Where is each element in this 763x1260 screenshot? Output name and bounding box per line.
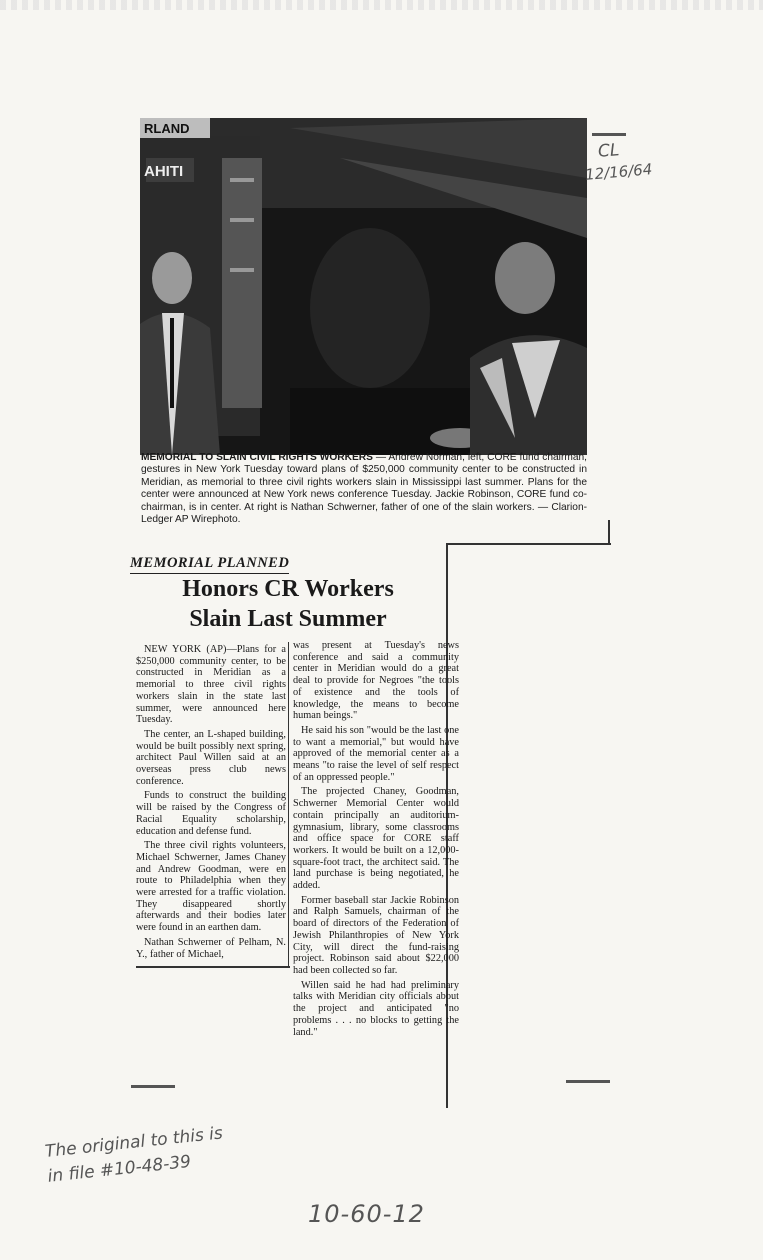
paragraph: Funds to construct the building will be raised by the Congress of Racial Equality scholarship, education and defense fund. xyxy=(136,790,286,837)
scan-edge-noise xyxy=(0,0,763,10)
paragraph: NEW YORK (AP)—Plans for a $250,000 community center, to be constructed in Meridian as a memorial to three civil rights workers slain in the state last summer, were announced here Tuesday. xyxy=(136,644,286,726)
article-column-2 xyxy=(293,640,459,1041)
paragraph: The projected Chaney, Goodman, Schwerner Memorial Center would contain principally an auditorium-gymnasium, library, some classrooms and office space for CORE staff workers. It would be built on a 12,000-square-foot tract, the architect said. The land purchase is being negotiated, he added. xyxy=(293,786,459,892)
paragraph: was present at Tuesday's news conference and said a community center in Meridian would do a great deal to provide for Negroes "the tools of existence and the tools of knowledge, the means to become human beings." xyxy=(293,640,459,722)
photo-illustration xyxy=(140,118,587,455)
handwritten-clip-mark: CL xyxy=(597,140,621,162)
photo-sign-text: RLAND xyxy=(144,121,190,136)
paragraph: The center, an L-shaped building, would be built possibly next spring, architect Paul Willen said at an overseas press club news conference. xyxy=(136,728,286,787)
caption-rule xyxy=(608,520,610,544)
handwritten-file-number: 10-60-12 xyxy=(308,1200,425,1228)
column-divider xyxy=(288,642,289,967)
photo-sign-text-2: AHITI xyxy=(144,163,184,180)
photo-caption xyxy=(141,452,587,526)
scan-mark xyxy=(131,1085,175,1088)
paragraph: Willen said he had had preliminary talks with Meridian city officials about the project and anticipated "no problems . . . no blocks to getting the land." xyxy=(293,979,459,1038)
caption-rule xyxy=(446,543,611,545)
paragraph: He said his son "would be the last one to want a memorial," but would have approved of the memorial center as a means "to raise the level of self respect of an oppressed people." xyxy=(293,724,459,783)
article-column-1 xyxy=(136,644,286,963)
paragraph: Nathan Schwerner of Pelham, N. Y., father of Michael, xyxy=(136,936,286,960)
article-kicker: MEMORIAL PLANNED xyxy=(130,555,289,574)
headline-line-2: Slain Last Summer xyxy=(189,606,387,632)
headline-line-1: Honors CR Workers xyxy=(182,576,394,602)
paragraph: Former baseball star Jackie Robinson and Ralph Samuels, chairman of the board of directors of the Federation of Jewish Philanthropies of New York City, will direct the fund-raising project. Robinson said about $22,000 had been collected so far. xyxy=(293,894,459,976)
article-headline xyxy=(130,574,446,634)
paragraph: The three civil rights volunteers, Michael Schwerner, James Chaney and Andrew Goodman, were en route to Philadelphia when they were arrested for a traffic violation. They disappeared shortly afterwards and their bodies later were found in an earthen dam. xyxy=(136,840,286,934)
caption-text: — Andrew Norman, left, CORE fund chairman, gestures in New York Tuesday toward plans of $250,000 community center to be constructed in Meridian, as memorial to three civil rights workers slain in Mississippi last summer. Plans for the center were announced at New York news conference Tuesday. Jackie Robinson, CORE fund co-chairman, is in center. At right is Nathan Schwerner, father of one of the slain workers. — Clarion-Ledger AP Wirephoto. xyxy=(141,452,587,526)
scan-mark xyxy=(566,1080,610,1083)
caption-lead: MEMORIAL TO SLAIN CIVIL RIGHTS WORKERS xyxy=(141,452,373,463)
handwritten-clip-date: 12/16/64 xyxy=(584,160,654,184)
news-photo xyxy=(140,118,587,455)
handwritten-file-note: The original to this is in file #10-48-39 xyxy=(44,1123,224,1187)
column-end-rule xyxy=(136,966,290,968)
scan-mark xyxy=(592,133,626,136)
